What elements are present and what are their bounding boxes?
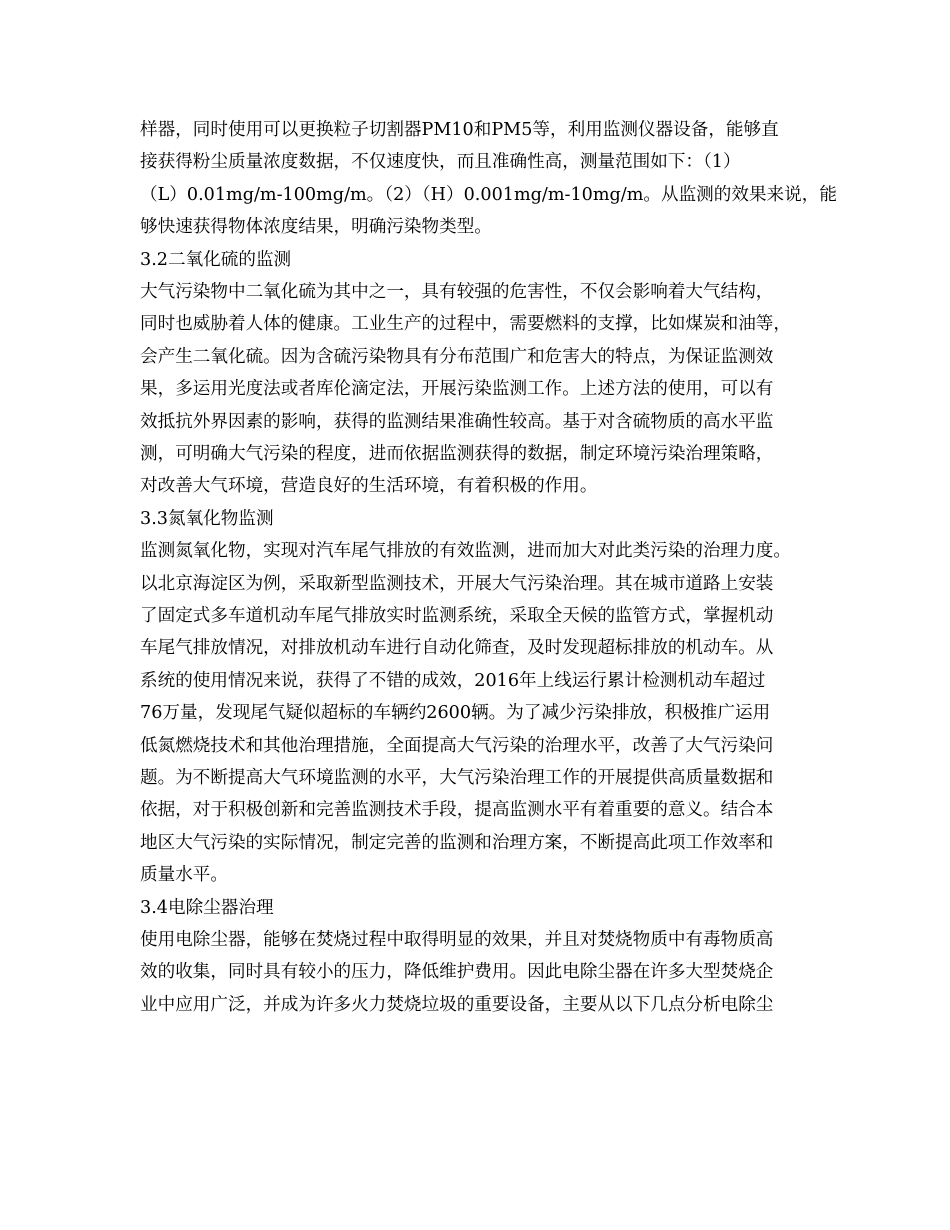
paragraph-line: 低氮燃烧技术和其他治理措施，全面提高大气污染的治理水平，改善了大气污染问: [140, 735, 774, 756]
paragraph-line: 果，多运用光度法或者库伦滴定法，开展污染监测工作。上述方法的使用，可以有: [140, 379, 774, 400]
section-heading: 3.3氮氧化物监测: [140, 508, 274, 529]
section-heading: 3.4电除尘器治理: [140, 897, 274, 918]
paragraph-line: 车尾气排放情况，对排放机动车进行自动化筛查，及时发现超标排放的机动车。从: [140, 638, 774, 659]
paragraph-line: 系统的使用情况来说，获得了不错的成效，2016年上线运行累计检测机动车超过: [140, 670, 766, 691]
paragraph-line: 对改善大气环境，营造良好的生活环境，有着积极的作用。: [140, 476, 598, 497]
section-heading: 3.2二氧化硫的监测: [140, 249, 292, 270]
paragraph-line: 效抵抗外界因素的影响，获得的监测结果准确性较高。基于对含硫物质的高水平监: [140, 411, 774, 432]
paragraph-line: 以北京海淀区为例，采取新型监测技术，开展大气污染治理。其在城市道路上安装: [140, 573, 774, 594]
paragraph-line: 样器，同时使用可以更换粒子切割器PM10和PM5等，利用监测仪器设备，能够直: [140, 120, 779, 140]
paragraph-line: 监测氮氧化物，实现对汽车尾气排放的有效监测，进而加大对此类污染的治理力度。: [140, 541, 791, 562]
paragraph-line: 大气污染物中二氧化硫为其中之一，具有较强的危害性，不仅会影响着大气结构，: [140, 282, 774, 302]
paragraph-line: 同时也威胁着人体的健康。工业生产的过程中，需要燃料的支撑，比如煤炭和油等，: [140, 314, 791, 335]
paragraph-line: 效的收集，同时具有较小的压力，降低维护费用。因此电除尘器在许多大型焚烧企: [140, 962, 774, 983]
paragraph-line: 够快速获得物体浓度结果，明确污染物类型。: [140, 217, 492, 238]
paragraph-line: 使用电除尘器，能够在焚烧过程中取得明显的效果，并且对焚烧物质中有毒物质高: [140, 930, 774, 950]
paragraph-line: 地区大气污染的实际情况，制定完善的监测和治理方案，不断提高此项工作效率和: [140, 832, 774, 853]
paragraph-line: 题。为不断提高大气环境监测的水平，大气污染治理工作的开展提供高质量数据和: [140, 768, 774, 788]
paragraph-line: 会产生二氧化硫。因为含硫污染物具有分布范围广和危害大的特点，为保证监测效: [140, 346, 774, 367]
paragraph-line: 了固定式多车道机动车尾气排放实时监测系统，采取全天候的监管方式，掌握机动: [140, 606, 774, 626]
paragraph-line: 接获得粉尘质量浓度数据，不仅速度快，而且准确性高，测量范围如下：（1）: [140, 152, 741, 173]
paragraph-line: 依据，对于积极创新和完善监测技术手段，提高监测水平有着重要的意义。结合本: [140, 800, 774, 821]
paragraph-line: 业中应用广泛，并成为许多火力焚烧垃圾的重要设备，主要从以下几点分析电除尘: [140, 994, 774, 1015]
paragraph-line: 76万量，发现尾气疑似超标的车辆约2600辆。为了减少污染排放，积极推广运用: [140, 703, 771, 724]
paragraph-line: 质量水平。: [140, 865, 228, 886]
paragraph-line: （L）0.01mg/m-100mg/m。（2）（H）0.001mg/m-10mg/m。从监测的效果来说，能: [140, 184, 837, 205]
paragraph-line: 测，可明确大气污染的程度，进而依据监测获得的数据，制定环境污染治理策略，: [140, 444, 774, 464]
